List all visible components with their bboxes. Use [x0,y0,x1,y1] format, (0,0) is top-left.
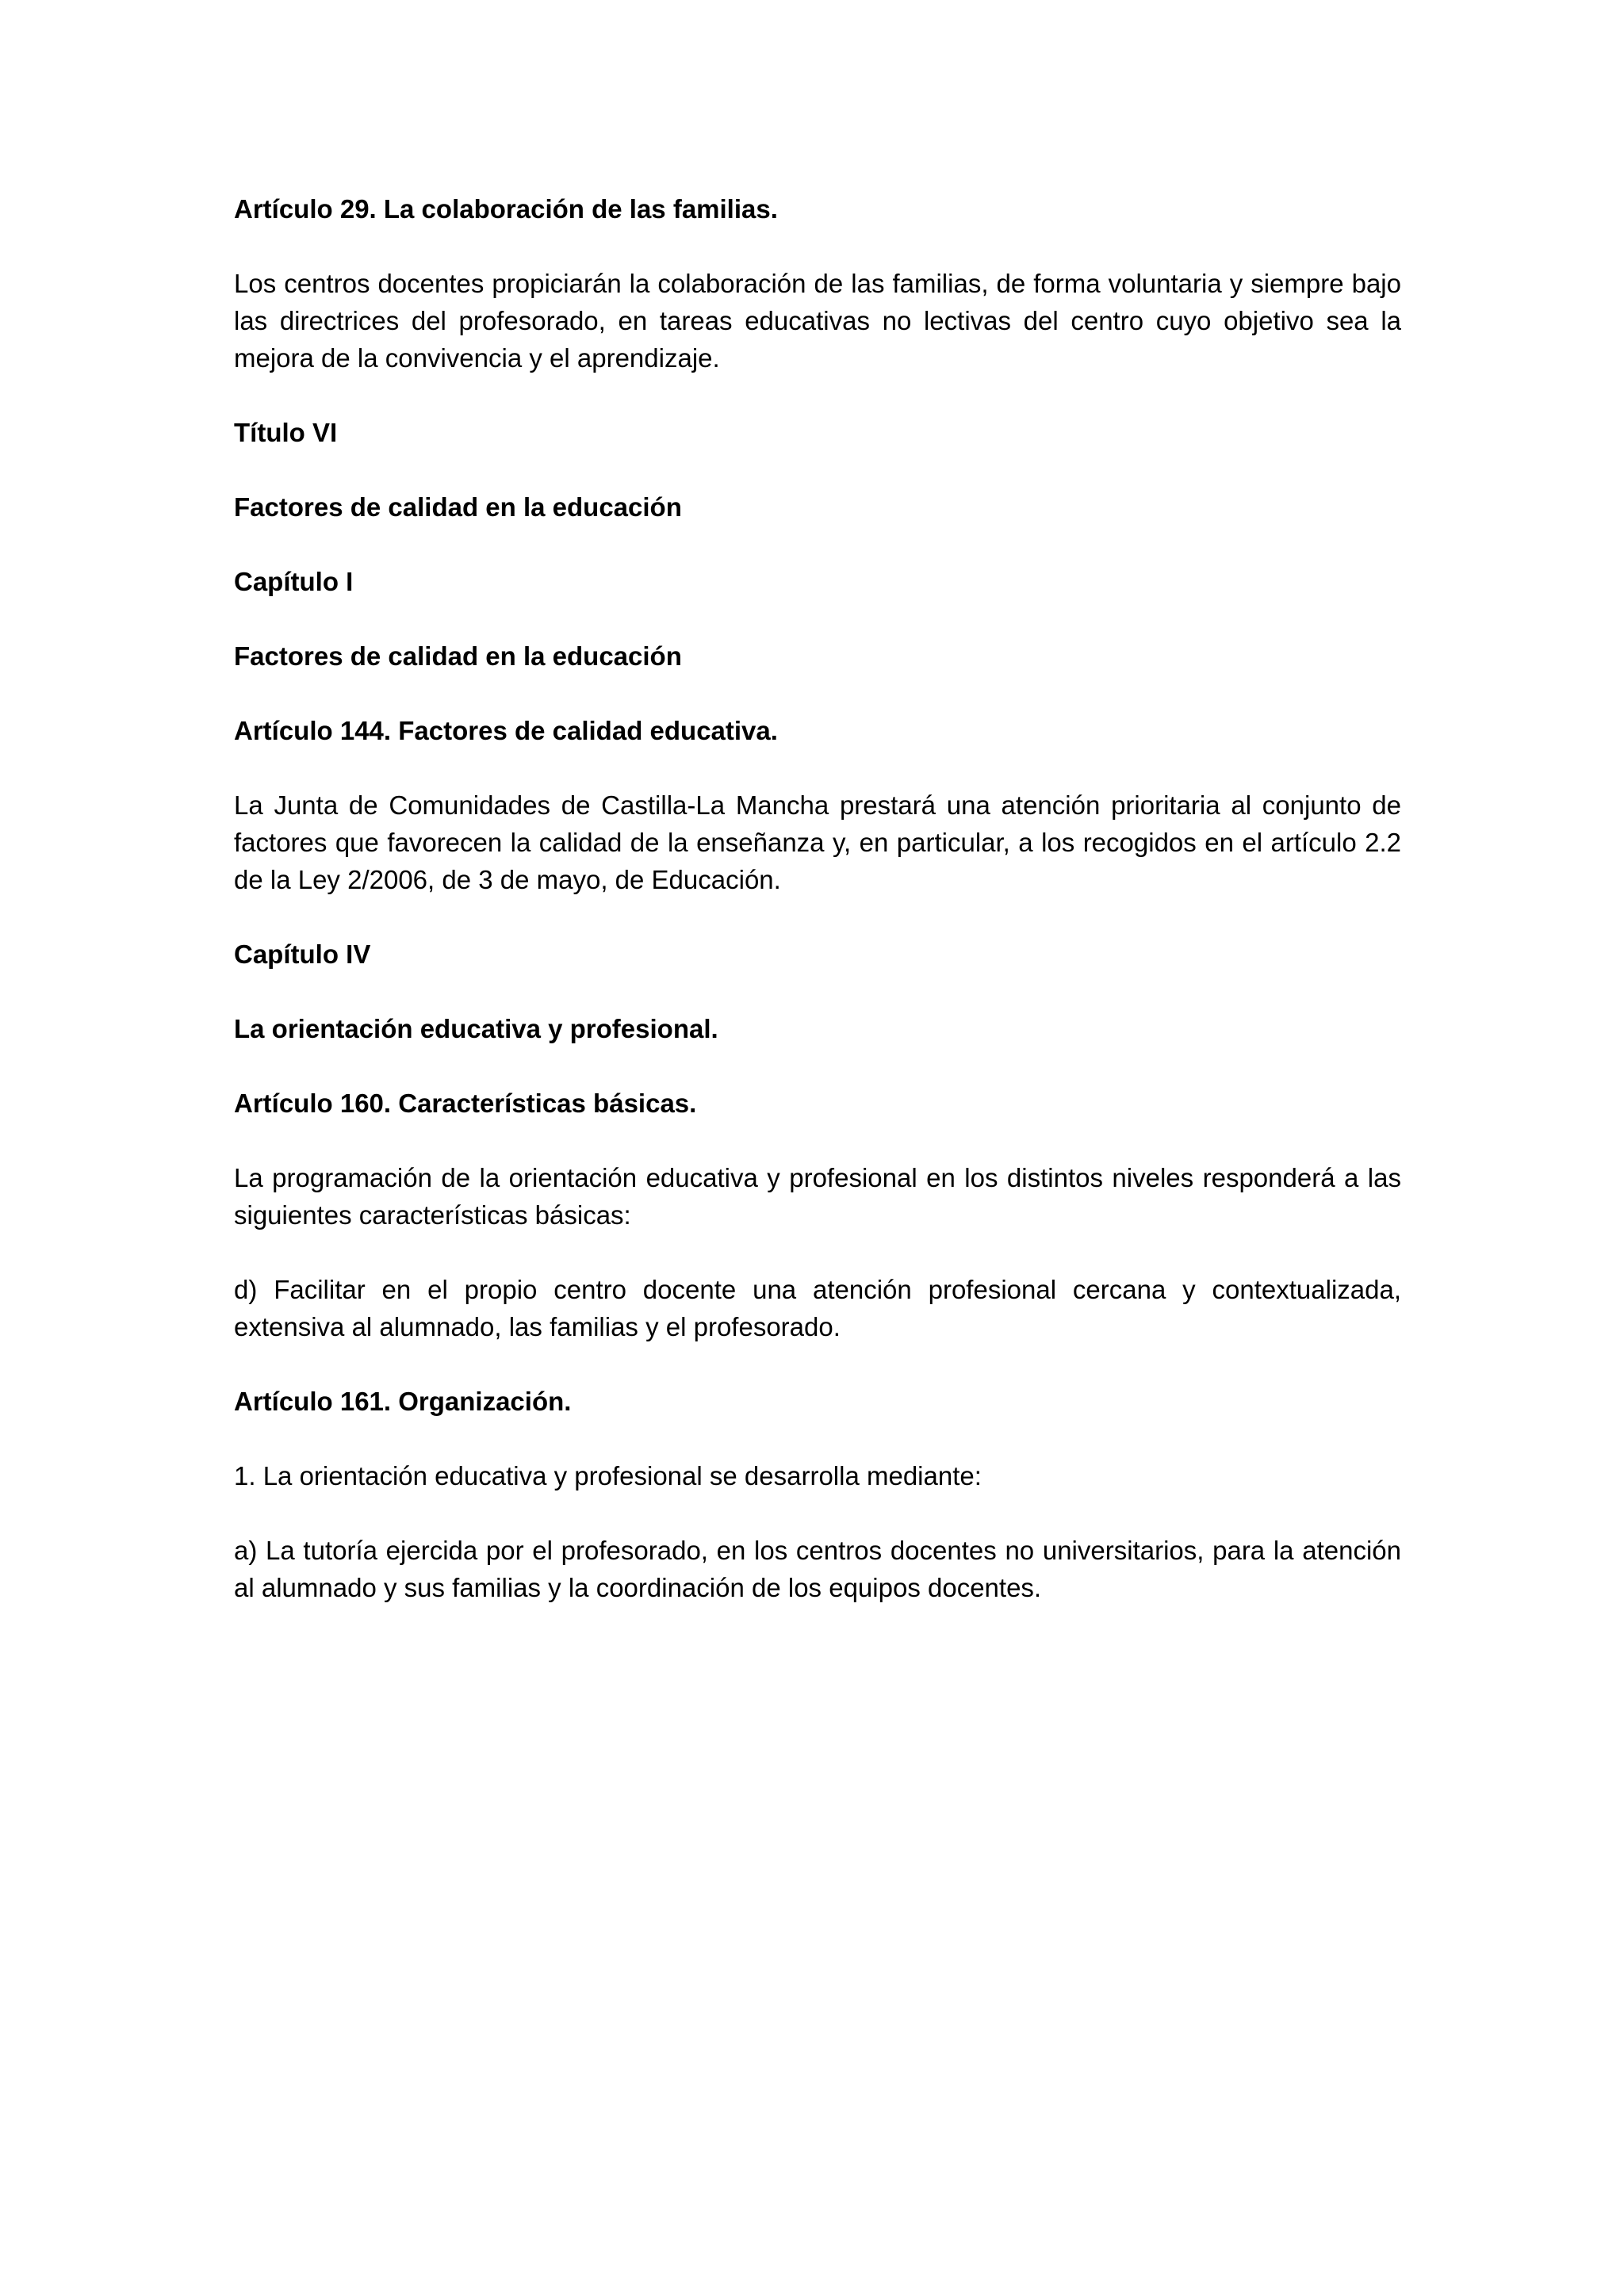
capitulo-iv-heading: Capítulo IV [234,939,371,969]
document-body [234,190,1401,1644]
article-144-heading: Artículo 144. Factores de calidad educativa. [234,716,778,745]
article-161-item-1: 1. La orientación educativa y profesional se desarrolla mediante: [234,1461,982,1490]
article-144-paragraph: La Junta de Comunidades de Castilla-La Mancha prestará una atención prioritaria al conjunto de factores que favorecen la calidad de la enseñanza y, en particular, a los recogidos en el artículo 2.2 de la Ley 2/2006, de 3 de mayo, de Educación. [234,790,1401,894]
capitulo-i-title: Factores de calidad en la educación [234,641,682,671]
article-29-heading: Artículo 29. La colaboración de las familias. [234,194,778,224]
article-160-paragraph: La programación de la orientación educativa y profesional en los distintos niveles responderá a las siguientes características básicas: [234,1163,1401,1230]
article-161-item-a: a) La tutoría ejercida por el profesorado, en los centros docentes no universitarios, para la atención al alumnado y sus familias y la coordinación de los equipos docentes. [234,1536,1401,1602]
capitulo-iv-title: La orientación educativa y profesional. [234,1014,718,1043]
article-160-item-d: d) Facilitar en el propio centro docente una atención profesional cercana y contextualizada, extensiva al alumnado, las familias y el profesorado. [234,1275,1401,1341]
capitulo-i-heading: Capítulo I [234,567,354,596]
titulo-vi-title: Factores de calidad en la educación [234,492,682,522]
article-29-paragraph: Los centros docentes propiciarán la colaboración de las familias, de forma voluntaria y siempre bajo las directrices del profesorado, en tareas educativas no lectivas del centro cuyo objetivo sea la mejora de la convivencia y el aprendizaje. [234,269,1401,373]
article-160-heading: Artículo 160. Características básicas. [234,1089,697,1118]
article-161-heading: Artículo 161. Organización. [234,1387,572,1416]
titulo-vi-heading: Título VI [234,418,338,447]
